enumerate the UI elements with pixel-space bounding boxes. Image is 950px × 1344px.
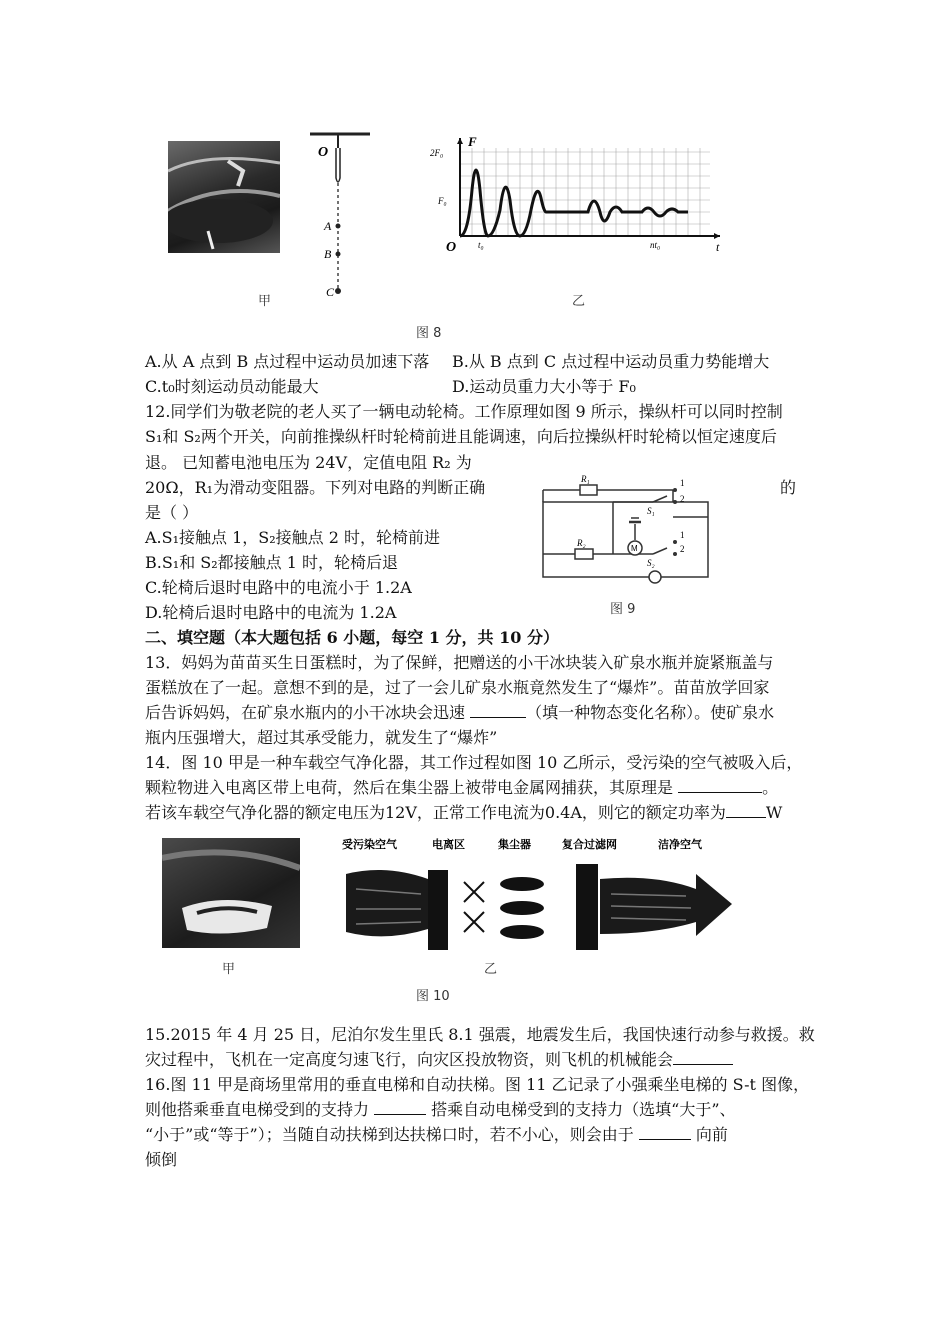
q14-line-2-text-b: 。 bbox=[762, 778, 779, 797]
s2-label: S₂ bbox=[647, 558, 655, 568]
s2-node-1: 1 bbox=[680, 530, 685, 540]
q12-option-d: D.轮椅后退时电路中的电流为 1.2A bbox=[145, 603, 397, 622]
q15-line-2-text: 灾过程中，飞机在一定高度匀速飞行，向灾区投放物资，则飞机的机械能会 bbox=[145, 1050, 674, 1069]
r1-label: R₁ bbox=[581, 474, 590, 484]
q14-line-2-text-a: 颗粒物进入电离区带上电荷，然后在集尘器上被带电金属网捕获，其原理是 bbox=[145, 778, 679, 797]
r2-resistor bbox=[575, 549, 593, 559]
force-time-graph bbox=[428, 130, 728, 255]
q11-option-b: B.从 B 点到 C 点过程中运动员重力势能增大 bbox=[452, 352, 770, 371]
q16-line-3-text-b: 向前 bbox=[690, 1125, 728, 1144]
q11-option-a: A.从 A 点到 B 点过程中运动员加速下落 bbox=[145, 352, 430, 371]
q12-option-a: A.S₁接触点 1，S₂接触点 2 时，轮椅前进 bbox=[145, 528, 441, 547]
q12-option-c: C.轮椅后退时电路中的电流小于 1.2A bbox=[145, 578, 412, 597]
q11-option-c: C.t₀时刻运动员动能最大 bbox=[145, 377, 319, 396]
s1-label: S₁ bbox=[647, 506, 655, 516]
fig8-label-yi: 乙 bbox=[572, 294, 586, 309]
fig9-caption: 图 9 bbox=[610, 602, 636, 617]
q14-line-3-text-a: 若该车载空气净化器的额定电压为12V，正常工作电流为0.4A，则它的额定功率为 bbox=[145, 803, 726, 822]
r1-resistor bbox=[580, 485, 597, 495]
s1-node-1: 1 bbox=[680, 478, 685, 488]
q16-line-2 bbox=[145, 1098, 736, 1122]
q13-line-1: 13．妈妈为苗苗买生日蛋糕时，为了保鲜，把赠送的小干冰块装入矿泉水瓶并旋紧瓶盖与 bbox=[145, 653, 774, 672]
stage-composite-filter: 复合过滤网 bbox=[562, 838, 617, 851]
fig8-caption: 图 8 bbox=[416, 326, 442, 341]
purifier-process-diagram bbox=[336, 834, 742, 954]
stage-clean-air: 洁净空气 bbox=[658, 838, 702, 851]
q11-option-d: D.运动员重力大小等于 F₀ bbox=[452, 377, 636, 396]
trampoline-photo bbox=[168, 141, 280, 253]
q12-line-4: 20Ω，R₁为滑动变阻器。下列对电路的判断正确 bbox=[145, 478, 486, 497]
s1-node-2: 2 bbox=[680, 494, 685, 504]
q13-answer-blank[interactable] bbox=[470, 701, 526, 718]
fig10-label-yi: 乙 bbox=[484, 962, 498, 977]
fig10-label-jia: 甲 bbox=[222, 962, 236, 977]
s2-node-2: 2 bbox=[680, 544, 685, 554]
graph-y-axis-label: F bbox=[468, 134, 477, 149]
q13-line-2: 蛋糕放在了一起。意想不到的是，过了一会儿矿泉水瓶竟然发生了“爆炸”。苗苗放学回家 bbox=[145, 678, 770, 697]
point-O-label: O bbox=[318, 145, 329, 160]
q14-line-2 bbox=[145, 776, 778, 800]
graph-origin-label: O bbox=[446, 240, 457, 255]
q16-line-1: 16.图 11 甲是商场里常用的垂直电梯和自动扶梯。图 11 乙记录了小强乘坐电梯的 S-t 图像， bbox=[145, 1075, 810, 1094]
q16-line-3 bbox=[145, 1123, 728, 1147]
q16-line-2-text-a: 则他搭乘垂直电梯受到的支持力 bbox=[145, 1100, 375, 1119]
section-2-heading: 二、填空题（本大题包括 6 小题，每空 1 分，共 10 分） bbox=[145, 628, 559, 647]
graph-tick-2F0: 2F₀ bbox=[430, 148, 444, 158]
q13-line-3-text-b: （填一种物态变化名称）。使矿泉水 bbox=[526, 703, 775, 722]
graph-x-axis-label: t bbox=[716, 240, 720, 254]
q12-line-3: 退。 已知蓄电池电压为 24V，定值电阻 R₂ 为 bbox=[145, 453, 472, 472]
q12-option-b: B.S₁和 S₂都接触点 1 时，轮椅后退 bbox=[145, 553, 399, 572]
point-B-label: B bbox=[324, 247, 332, 261]
q16-inertia-blank[interactable] bbox=[639, 1123, 691, 1140]
lamp-icon bbox=[649, 571, 661, 583]
q14-line-1: 14．图 10 甲是一种车载空气净化器，其工作过程如图 10 乙所示，受污染的空气被吸入后， bbox=[145, 753, 803, 772]
q12-line-1: 12.同学们为敬老院的老人买了一辆电动轮椅。工作原理如图 9 所示，操纵杆可以同时控制 bbox=[145, 402, 783, 421]
car-air-purifier-photo bbox=[162, 838, 300, 948]
stage-polluted-air: 受污染空气 bbox=[342, 838, 397, 851]
graph-tick-nt0: nt₀ bbox=[650, 240, 661, 250]
q16-line-3-text-a: “小于”或“等于”）；当随自动扶梯到达扶梯口时，若不小心，则会由于 bbox=[145, 1125, 639, 1144]
q15-line-2 bbox=[145, 1048, 733, 1072]
q15-line-1: 15.2015 年 4 月 25 日，尼泊尔发生里氏 8.1 强震，地震发生后，我国快速行动参与救援。救 bbox=[145, 1025, 815, 1044]
fig8-label-jia: 甲 bbox=[258, 294, 272, 309]
q14-principle-blank[interactable] bbox=[678, 776, 762, 793]
q14-line-3-text-b: W bbox=[765, 803, 783, 822]
graph-tick-F0: F₀ bbox=[438, 196, 447, 206]
point-C-label: C bbox=[326, 285, 335, 299]
point-A-label: A bbox=[324, 219, 332, 233]
q15-answer-blank[interactable] bbox=[673, 1048, 733, 1065]
q16-line-4: 倾倒 bbox=[145, 1150, 178, 1169]
q16-support-force-blank[interactable] bbox=[374, 1098, 426, 1115]
graph-tick-t0: t₀ bbox=[478, 240, 484, 250]
fig10-caption: 图 10 bbox=[416, 989, 450, 1004]
bungee-diagram bbox=[300, 128, 380, 303]
q12-line-2: S₁和 S₂两个开关，向前推操纵杆时轮椅前进且能调速，向后拉操纵杆时轮椅以恒定速度后 bbox=[145, 427, 777, 446]
q13-line-4: 瓶内压强增大，超过其承受能力，就发生了“爆炸” bbox=[145, 728, 498, 747]
q13-line-3-text-a: 后告诉妈妈，在矿泉水瓶内的小干冰块会迅速 bbox=[145, 703, 471, 722]
r2-label: R₂ bbox=[577, 538, 586, 548]
q13-line-3 bbox=[145, 701, 774, 725]
stage-ionization: 电离区 bbox=[432, 838, 465, 851]
q14-line-3 bbox=[145, 801, 782, 825]
motor-label: M bbox=[631, 544, 638, 553]
q14-power-blank[interactable] bbox=[726, 801, 766, 818]
q12-line-4-end: 的 bbox=[780, 478, 797, 497]
q12-line-5: 是（ ） bbox=[145, 503, 199, 522]
figure-9-circuit bbox=[535, 472, 725, 592]
q16-line-2-text-b: 搭乘自动电梯受到的支持力（选填“大于”、 bbox=[426, 1100, 736, 1119]
stage-dust-collector: 集尘器 bbox=[498, 838, 531, 851]
